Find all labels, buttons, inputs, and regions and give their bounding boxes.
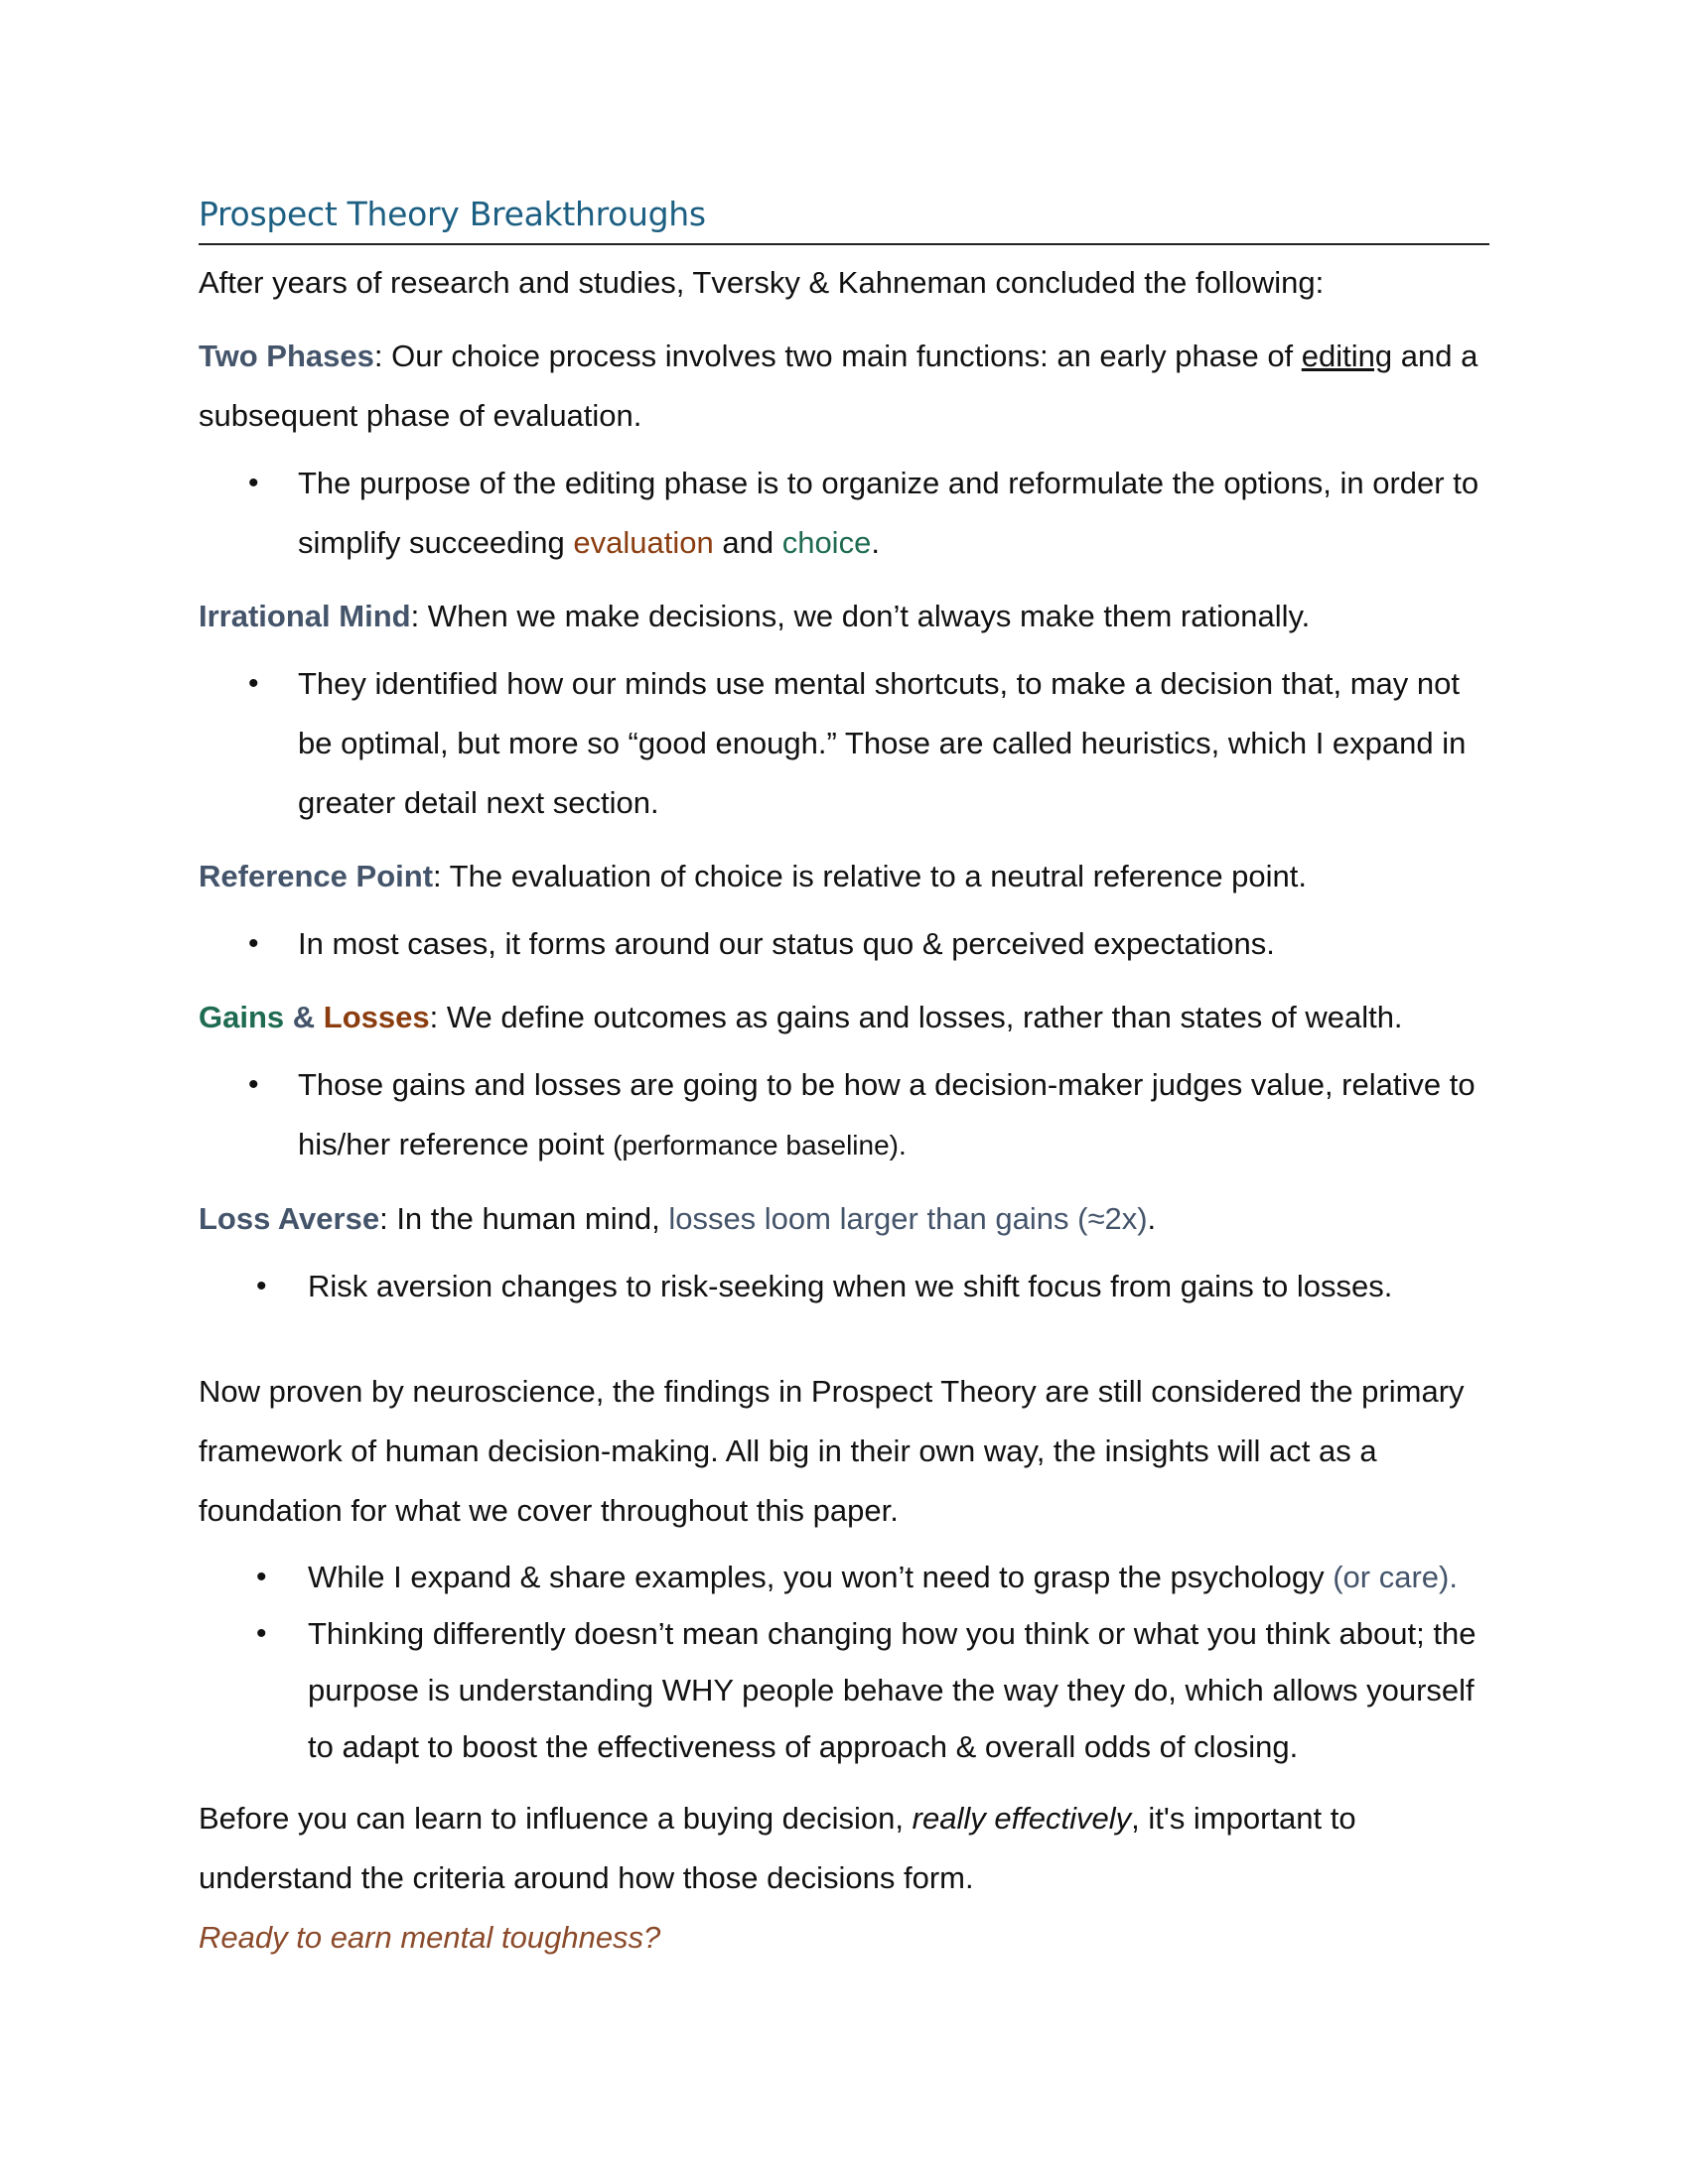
reference-point-term: Reference Point [199, 859, 434, 893]
closing-bullets [199, 1549, 1489, 1775]
list-item: • They identified how our minds use mental shortcuts, to make a decision that, may not be optimal, but more so “good enough.” Those are called heuristics, which I expand in greater detail next section. [199, 654, 1489, 833]
gains-losses-paragraph: Gains & Losses: We define outcomes as gains and losses, rather than states of wealth. [199, 1000, 1403, 1034]
irrational-mind-bullets [199, 654, 1489, 833]
reference-point-bullets [199, 914, 1489, 974]
bullet-icon: • [256, 1561, 267, 1593]
loss-averse-term: Loss Averse [199, 1201, 380, 1236]
two-phases-term: Two Phases [199, 339, 374, 373]
bullet-icon: • [248, 667, 259, 700]
two-phases-bullets [199, 454, 1489, 573]
closing-question: Ready to earn mental toughness? [199, 1920, 661, 1955]
two-phases-paragraph: Two Phases: Our choice process involves two main functions: an early phase of editing and a subsequent phase of evaluation. [199, 339, 1478, 433]
loss-averse-paragraph: Loss Averse: In the human mind, losses loom larger than gains (≈2x). [199, 1201, 1157, 1236]
bullet-icon: • [248, 927, 259, 960]
bullet-icon: • [248, 467, 259, 499]
intro-paragraph: After years of research and studies, Tversky & Kahneman concluded the following: [199, 265, 1325, 300]
list-item: • While I expand & share examples, you won’t need to grasp the psychology (or care). [199, 1549, 1489, 1605]
list-item: • Thinking differently doesn’t mean changing how you think or what you think about; the purpose is understanding WHY people behave the way they do, which allows yourself to adapt to boost the effectiveness of approach & overall odds of closing. [199, 1605, 1489, 1775]
really-effectively-emphasis: really effectively [912, 1801, 1132, 1836]
loss-averse-bullets [199, 1257, 1489, 1316]
loss-averse-highlight: losses loom larger than gains (≈2x) [668, 1201, 1148, 1236]
irrational-mind-paragraph: Irrational Mind: When we make decisions, we don’t always make them rationally. [199, 599, 1311, 633]
editing-underlined: editing [1301, 339, 1393, 373]
losses-term: Losses [323, 1000, 430, 1034]
list-item: • Those gains and losses are going to be how a decision-maker judges value, relative to his/her reference point (performance baseline). [199, 1055, 1489, 1175]
list-item: • Risk aversion changes to risk-seeking when we shift focus from gains to losses. [199, 1257, 1489, 1316]
reference-point-paragraph: Reference Point: The evaluation of choice is relative to a neutral reference point. [199, 859, 1308, 893]
evaluation-word: evaluation [573, 525, 714, 560]
gains-term: Gains [199, 1000, 285, 1034]
bullet-icon: • [256, 1270, 267, 1302]
irrational-mind-term: Irrational Mind [199, 599, 411, 633]
gains-losses-bullets [199, 1055, 1489, 1175]
list-item: • The purpose of the editing phase is to organize and reformulate the options, in order to simplify succeeding evaluation and choice. [199, 454, 1489, 573]
list-item: • In most cases, it forms around our status quo & perceived expectations. [199, 914, 1489, 974]
choice-word: choice [781, 525, 872, 560]
or-care-note: (or care). [1333, 1560, 1458, 1594]
before-paragraph: Before you can learn to influence a buying decision, really effectively, it's important to understand the criteria around how those decisions form. [199, 1801, 1356, 1895]
performance-baseline-note: (performance baseline). [613, 1130, 907, 1160]
bullet-icon: • [248, 1068, 259, 1101]
document-page [199, 195, 1489, 1968]
bullet-icon: • [256, 1617, 267, 1650]
page-title: Prospect Theory Breakthroughs [199, 195, 1489, 245]
now-proven-paragraph: Now proven by neuroscience, the findings in Prospect Theory are still considered the primary framework of human decision-making. All big in their own way, the insights will act as a foundation for what we cover throughout this paper. [199, 1374, 1465, 1528]
